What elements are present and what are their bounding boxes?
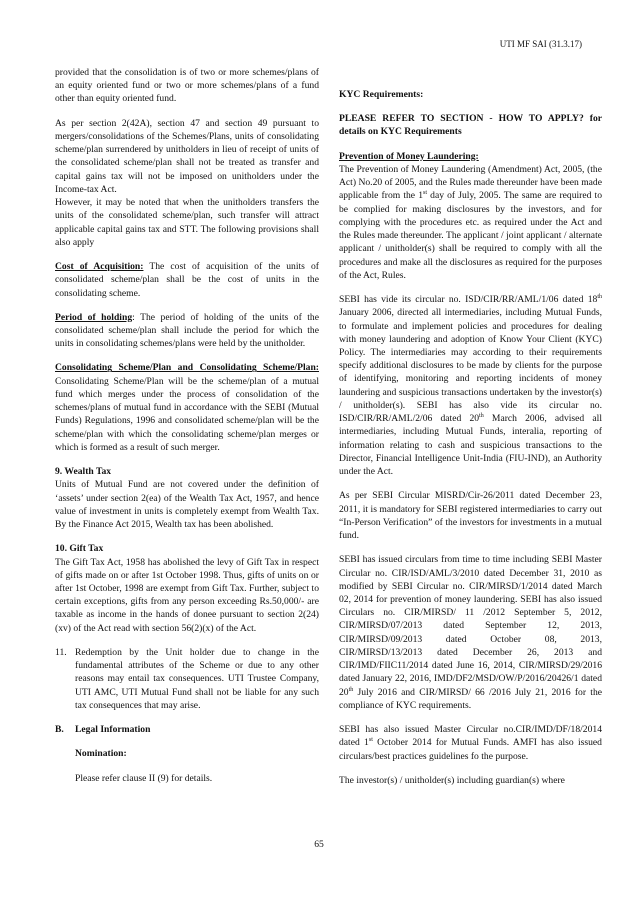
kyc-refer-note: PLEASE REFER TO SECTION - HOW TO APPLY? for details on KYC Requirements [339, 113, 602, 138]
sebi-aml-paragraph: SEBI has vide its circular no. ISD/CIR/RR/AML/1/06 dated 18th January 2006, directed all intermediaries, including Mutual Funds, to formulate and implement policies and procedures for dealing with money laundering and adoption of Know Your Client (KYC) Policy. The intermediaries may according to their requirements specify additional disclosures to be made by clients for the purpose of identifying, monitoring and reporting incidents of money laundering and suspicious transactions undertaken by the investor(s) / unitholder(s). SEBI has also vide its circular no. ISD/CIR/RR/AML/2/06 dated 20th March 2006, advised all intermediaries, including Mutual Funds, interalia, reporting of information relating to cash and suspicious transactions to the Director, Financial Intelligence Unit-India (FIU-IND), an Authority under the Act. [339, 293, 602, 478]
page-number: 65 [314, 839, 324, 850]
legal-information-heading: Legal Information [75, 724, 151, 736]
list-number: B. [55, 724, 64, 736]
in-person-verification-paragraph: As per SEBI Circular MISRD/Cir-26/2011 dated December 23, 2011, it is mandatory for SEBI registered intermediaries to carry out “In-Person Verification” of the investors for investments in a mutual fund. [339, 490, 602, 542]
consolidating-scheme-heading: Consolidating Scheme/Plan and Consolidating Scheme/Plan: [55, 362, 319, 374]
pml-paragraph: The Prevention of Money Laundering (Amendment) Act, 2005, (the Act) No.20 of 2005, and the Rules made thereunder have been made applicable from the 1st day of July, 2005. The same are required to be complied for making disclosures by the investors, and for complying with the procedures etc. as required under the Act and the Rules made thereunder. The applicant / joint applicant / alternate applicant / unitholder(s) shall be required to comply with all the procedures and make all the disclosures as required for the purposes of the Act, Rules. [339, 163, 603, 281]
list-text: Redemption by the Unit holder due to change in the fundamental attributes of the Scheme or due to any other reasons may entail tax consequences. UTI Trustee Company, UTI AMC, UTI Mutual Fund shall not be liable for any such tax consequences that may arise. [75, 646, 319, 711]
list-item [55, 723, 319, 736]
consolidating-scheme-paragraph: Consolidating Scheme/Plan and Consolidating Scheme/Plan: Consolidating Scheme/Plan will be the scheme/plan of a mutual fund which merges under the process of consolidation of the schemes/plans of mutual fund in accordance with the SEBI (Mutual Funds) Regulations, 1996 and consolidated scheme/plan will be the scheme/plan with which the consolidating scheme/plan merges or which is formed as a result of such merger. [55, 362, 319, 453]
paragraph: However, it may be noted that when the unitholders transfers the units of the consolidated scheme/plan, such transfer will attract applicable capital gains tax and STT. The following provisions shall also apply [55, 197, 319, 248]
left-column [55, 66, 319, 796]
paragraph: provided that the consolidation is of two or more schemes/plans of an equity oriented fund or two or more schemes/plans of a fund other than equity oriented fund. [55, 67, 319, 105]
kyc-heading: KYC Requirements: [339, 89, 424, 100]
gift-tax-paragraph: The Gift Tax Act, 1958 has abolished the levy of Gift Tax in respect of gifts made on or after 1st October 1998. Thus, gifts of units on or after 1st October, 1998 are exempt from Gift Tax. Further, subject to certain exceptions, gifts from any person exceeding Rs.50,000/- are taxable as income in the hands of donee pursuant to section 2(24)(xv) of the Act read with section 56(2)(x) of the Act. [55, 556, 319, 634]
cost-of-acquisition-paragraph: Cost of Acquisition: The cost of acquisition of the units of consolidated scheme/plan shall be the cost of units in the consolidating scheme. [55, 261, 319, 299]
paragraph: The investor(s) / unitholder(s) including guardian(s) where [339, 774, 565, 786]
paragraph: As per section 2(42A), section 47 and section 49 pursuant to mergers/consolidations of the Schemes/Plans, units of consolidating scheme/plan surrendered by unitholders in lieu of receipt of units of the consolidated scheme/plan shall not be treated as transfer and capital gains tax will not be imposed on unitholders under the Income-tax Act. [55, 117, 319, 195]
list-item [55, 646, 319, 712]
document-reference: UTI MF SAI (31.3.17) [499, 39, 582, 49]
sebi-circulars-paragraph: SEBI has issued circulars from time to time including SEBI Master Circular no. CIR/ISD/AML/3/2010 dated December 31, 2010 as modified by SEBI Circular no. CIR/MIRSD/1/2014 dated March 02, 2014 for prevention of money laundering. SEBI has also issued Circulars no. CIR/MIRSD/ 11 /2012 September 5, 2012, CIR/MIRSD/07/2013 dated September 12, 2013, CIR/MIRSD/09/2013 dated October 08, 2013, CIR/MIRSD/13/2013 dated December 26, 2013 and CIR/IMD/FIIC11/2014 dated June 16, 2014, CIR/MIRSD/29/2016 dated January 22, 2016, IMD/DF2/MSD/OW/P/2016/20426/1 dated 20th July 2016 and CIR/MIRSD/ 66 /2016 July 21, 2016 for the compliance of KYC requirements. [339, 554, 602, 711]
sebi-master-circular-paragraph: SEBI has also issued Master Circular no.CIR/IMD/DF/18/2014 dated 1st October 2014 for Mutual Funds. AMFI has also issued circulars/best practices guidelines fo the purpose. [339, 724, 602, 762]
period-of-holding-heading: Period of holding [55, 311, 133, 323]
nomination-heading: Nomination: [75, 748, 127, 760]
wealth-tax-heading: 9. Wealth Tax [55, 466, 112, 478]
gift-tax-heading: 10. Gift Tax [55, 543, 104, 555]
list-number: 11. [55, 646, 67, 658]
right-column [339, 66, 602, 798]
period-of-holding-paragraph: Period of holding: The period of holding of the units of the consolidated scheme/plan shall include the period for which the units in consolidating schemes/plans were held by the unitholder. [55, 311, 319, 350]
cost-of-acquisition-heading: Cost of Acquisition: [55, 261, 144, 273]
pml-heading: Prevention of Money Laundering: [339, 150, 479, 162]
wealth-tax-paragraph: Units of Mutual Fund are not covered under the definition of ‘assets’ under section 2(ea) of the Wealth Tax Act, 1957, and hence value of investment in units is completely exempt from Wealth Tax. By the Finance Act 2015, Wealth tax has been abolished. [55, 479, 319, 531]
nomination-paragraph: Please refer clause II (9) for details. [75, 772, 213, 784]
